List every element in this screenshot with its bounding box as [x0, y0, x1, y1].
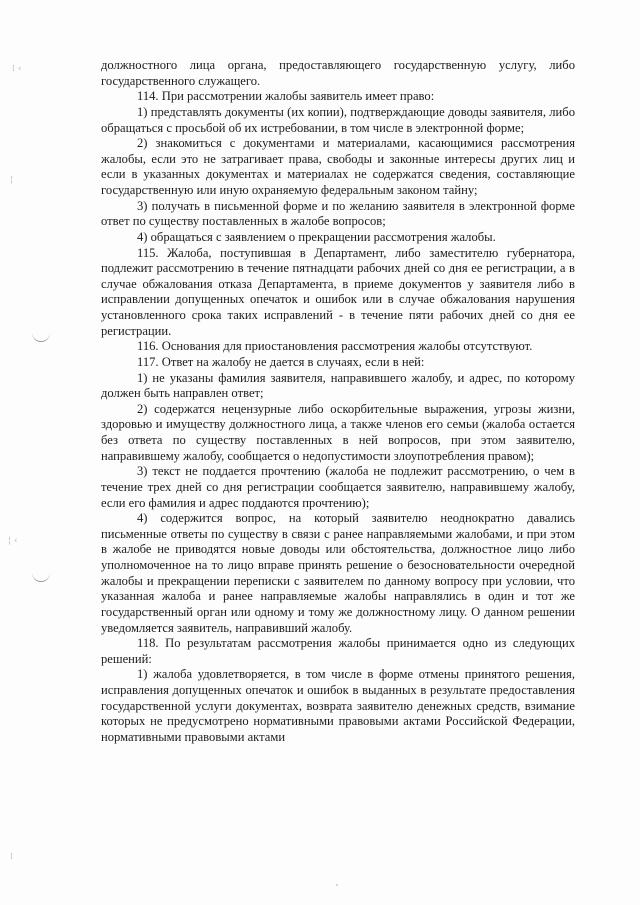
paragraph: 1) не указаны фамилия заявителя, направившего жалобу, и адрес, по которому должен быть направлен ответ;	[101, 370, 575, 401]
binding-mark-bottom: ⁞	[10, 852, 13, 862]
paragraph: 114. При рассмотрении жалобы заявитель имеет право:	[137, 89, 435, 104]
paragraph: 4) обращаться с заявлением о прекращении рассмотрения жалобы.	[137, 229, 496, 244]
scan-speck	[336, 884, 338, 886]
binding-mark-middle: ¦ ‹	[8, 536, 18, 546]
document-body	[101, 58, 575, 746]
paragraph: 2) содержатся нецензурные либо оскорбительные выражения, угрозы жизни, здоровью и имуществу должностного лица, а также членов его семьи (жалоба остается без ответа по существу поставленных в ней вопросов, при этом заявителю, направившему жалобу, сообщается о недопустимости злоупотребления правом);	[101, 401, 575, 463]
paragraph: 1) жалоба удовлетворяется, в том числе в форме отмены принятого решения, исправления допущенных опечаток и ошибок в выданных в результате предоставления государственной услуги документах, возврата заявителю денежных средств, взимание которых не предусмотрено нормативными правовыми актами Российской Федерации, нормативными правовыми актами	[101, 667, 575, 744]
punch-hole-mark-lower	[32, 573, 50, 582]
paragraph: 1) представлять документы (их копии), подтверждающие доводы заявителя, либо обращаться с просьбой об их истребовании, в том числе в электронной форме;	[101, 104, 575, 135]
paragraph: 2) знакомиться с документами и материалами, касающимися рассмотрения жалобы, если это не затрагивает права, свободы и законные интересы других лиц и если в указанных документах и материалах не содержатся сведения, составляющие государственную или иную охраняемую федеральным законом тайну;	[101, 136, 575, 197]
paragraph: 4) содержится вопрос, на который заявителю неоднократно давались письменные ответы по существу в связи с ранее направляемыми жалобами, и при этом в жалобе не приводятся новые доводы или обстоятельства, должностное лицо либо уполномоченное на то лицо вправе принять решение о безосновательности очередной жалобы и прекращении переписки с заявителем по данному вопросу при условии, что указанная жалоба и ранее направляемые жалобы направлялись в один и тот же государственный орган или одному и тому же должностному лицу. О данном решении уведомляется заявитель, направивший жалобу.	[101, 511, 575, 635]
paragraph: 118. По результатам рассмотрения жалобы принимается одно из следующих решений:	[101, 636, 575, 666]
paragraph: 3) получать в письменной форме и по желанию заявителя в электронной форме ответ по существу поставленных в жалобе вопросов;	[101, 198, 575, 229]
binding-mark-top: ⁞ ‹	[12, 64, 22, 74]
paragraph: 115. Жалоба, поступившая в Департамент, либо заместителю губернатора, подлежит рассмотрению в течение пятнадцати рабочих дней со дня ее регистрации, а в случае обжалования отказа Департамента, в приеме документов у заявителя либо в исправлении допущенных опечаток и ошибок или в случае обжалования нарушения установленного срока таких исправлений - в течение пяти рабочих дней со дня ее регистрации.	[101, 245, 575, 338]
punch-hole-mark-upper	[32, 333, 50, 342]
paragraph: должностного лица органа, предоставляющего государственную услугу, либо государственного служащего.	[101, 58, 575, 88]
paragraph: 3) текст не поддается прочтению (жалоба не подлежит рассмотрению, о чем в течение трех дней со дня регистрации сообщается заявителю, направившему жалобу, если его фамилия и адрес поддаются прочтению);	[101, 464, 575, 510]
paragraph: 117. Ответ на жалобу не дается в случаях, если в ней:	[137, 354, 425, 369]
binding-mark-upper: ¦	[10, 175, 14, 185]
paragraph: 116. Основания для приостановления рассмотрения жалобы отсутствуют.	[137, 339, 533, 354]
